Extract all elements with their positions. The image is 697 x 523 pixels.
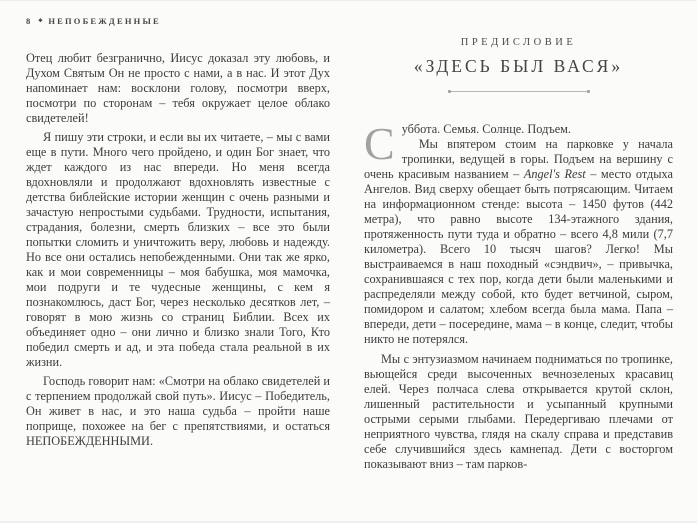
hike-place-name: Angel's Rest: [523, 167, 586, 181]
opening-block: [364, 118, 673, 347]
chapter-heading: [364, 37, 673, 92]
opening-line: уббота. Семья. Солнце. Подъем.: [401, 122, 572, 136]
header-separator-icon: ◆: [38, 18, 43, 24]
heading-rule: [449, 91, 589, 92]
chapter-title: «ЗДЕСЬ БЫЛ ВАСЯ»: [413, 56, 624, 76]
running-title: НЕПОБЕЖДЕННЫЕ: [48, 16, 161, 26]
chapter-label: ПРЕДИСЛОВИЕ: [460, 37, 577, 48]
left-page-text: [26, 51, 330, 449]
running-header: [26, 16, 330, 26]
paragraph-trail: Мы с энтузиазмом начинаем подниматься по тропинке, вьющейся среди высоченных вечнозеленых красавиц елей. Через полчаса слева открывается крутой склон, лишенный растительности и усыпанный крупными острыми серыми глыбами. Передергиваю плечами от неприятного чувства, глядя на скалу справа и представив себе случившийся здесь камнепад. Дети с восторгом показывают вниз – там парков-: [364, 352, 673, 471]
paragraph-promise: Господь говорит нам: «Смотри на облако свидетелей и с терпением продолжай свой путь». Иисус – Победитель, Он живет в нас, и это наша судьба – пройти наше поприще, похожее на бег с препятствиями, и остаться НЕПОБЕЖДЕННЫМИ.: [26, 374, 330, 448]
paragraph-intro: Отец любит безгранично, Иисус доказал эту любовь, и Духом Святым Он не просто с нами, а в нас. И этот Дух напоминает нам: восклони голову, посмотри вверх, посмотри по сторонам – тебя окружает целое облако свидетелей!: [26, 51, 330, 125]
left-page: [0, 1, 348, 521]
page-number: 8: [26, 16, 33, 26]
hike-text-after: – место отдыха Ангелов. Вид сверху обещает быть потрясающим. Читаем на информационном стенде: высота – 1450 футов (442 метра), что равно высоте 134-этажного здания, протяженность пути туда и обратно – всего 4,8 мили (7,7 километра). Всего 10 тысяч шагов? Легко! Мы выстраиваемся в наш походный «сэндвич», – привычка, сохранившаяся с тех пор, когда дети были маленькими и распределяли между собой, кто будет ветчиной, сыром, помидором и салатом; хлебом всегда была мама. Папа – впереди, дети – посередине, мама – в конце, следит, чтобы никто не потерялся.: [364, 167, 673, 346]
paragraph-witnesses: Я пишу эти строки, и если вы их читаете, – мы с вами еще в пути. Много чего пройдено, и один Бог знает, что ждет каждого из нас впереди. Но меня всегда вдохновляли и продолжают вдохновлять известные с детства библейские истории женщин с очень разными и зачастую непростыми судьбами. Трудности, испытания, страдания, болезни, смерть близких – все это были попытки сломить и уничтожить веру, любовь и надежду. Но все они остались непобежденными. Они так же ярко, как и мои современницы – моя бабушка, моя мамочка, мои подруги и те чудесные женщины, с кем я познакомлюсь, даст Бог, через несколько десятков лет, – говорят в мою жизнь со страниц Библии. Всех их объединяет одно – они лично и близко знали Того, Кто победил смерть и ад, и эта победа стала реальной в их жизни.: [26, 130, 330, 369]
paragraph-hike: [364, 137, 673, 347]
right-page-text: [364, 118, 673, 472]
right-page: [348, 1, 697, 521]
drop-cap: С: [364, 118, 395, 169]
hike-text-before: Мы впятером стоим на парковке у начала тропинки, ведущей в горы. Подъем на вершину с очень красивым названием –: [364, 137, 673, 181]
